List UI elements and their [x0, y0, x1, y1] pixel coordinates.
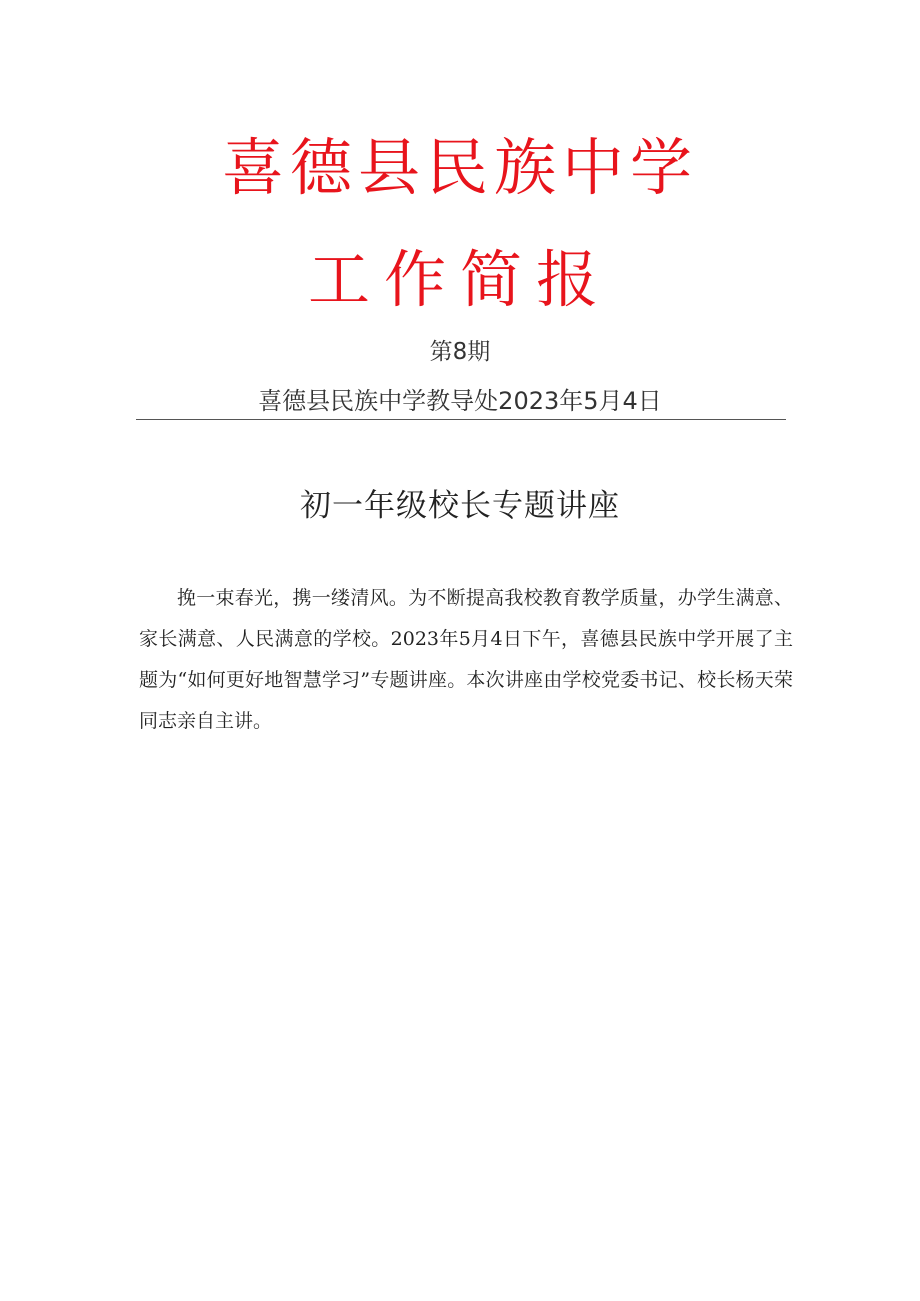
header-divider — [136, 419, 786, 420]
masthead-publication-title: 工作简报 — [307, 243, 612, 316]
masthead-school-name: 喜德县民族中学 — [221, 131, 698, 204]
issue-number: 第8期 — [429, 339, 491, 365]
publisher-date-line: 喜德县民族中学教导处2023年5月4日 — [258, 387, 662, 415]
article-title: 初一年级校长专题讲座 — [300, 488, 620, 524]
article-body: 挽一束春光，携一缕清风。为不断提高我校教育教学质量，办学生满意、家长满意、人民满意的学校。2023年5月4日下午，喜德县民族中学开展了主题为“如何更好地智慧学习”专题讲座。本次讲座由学校党委书记、校长杨天荣同志亲自主讲。 — [139, 587, 793, 732]
